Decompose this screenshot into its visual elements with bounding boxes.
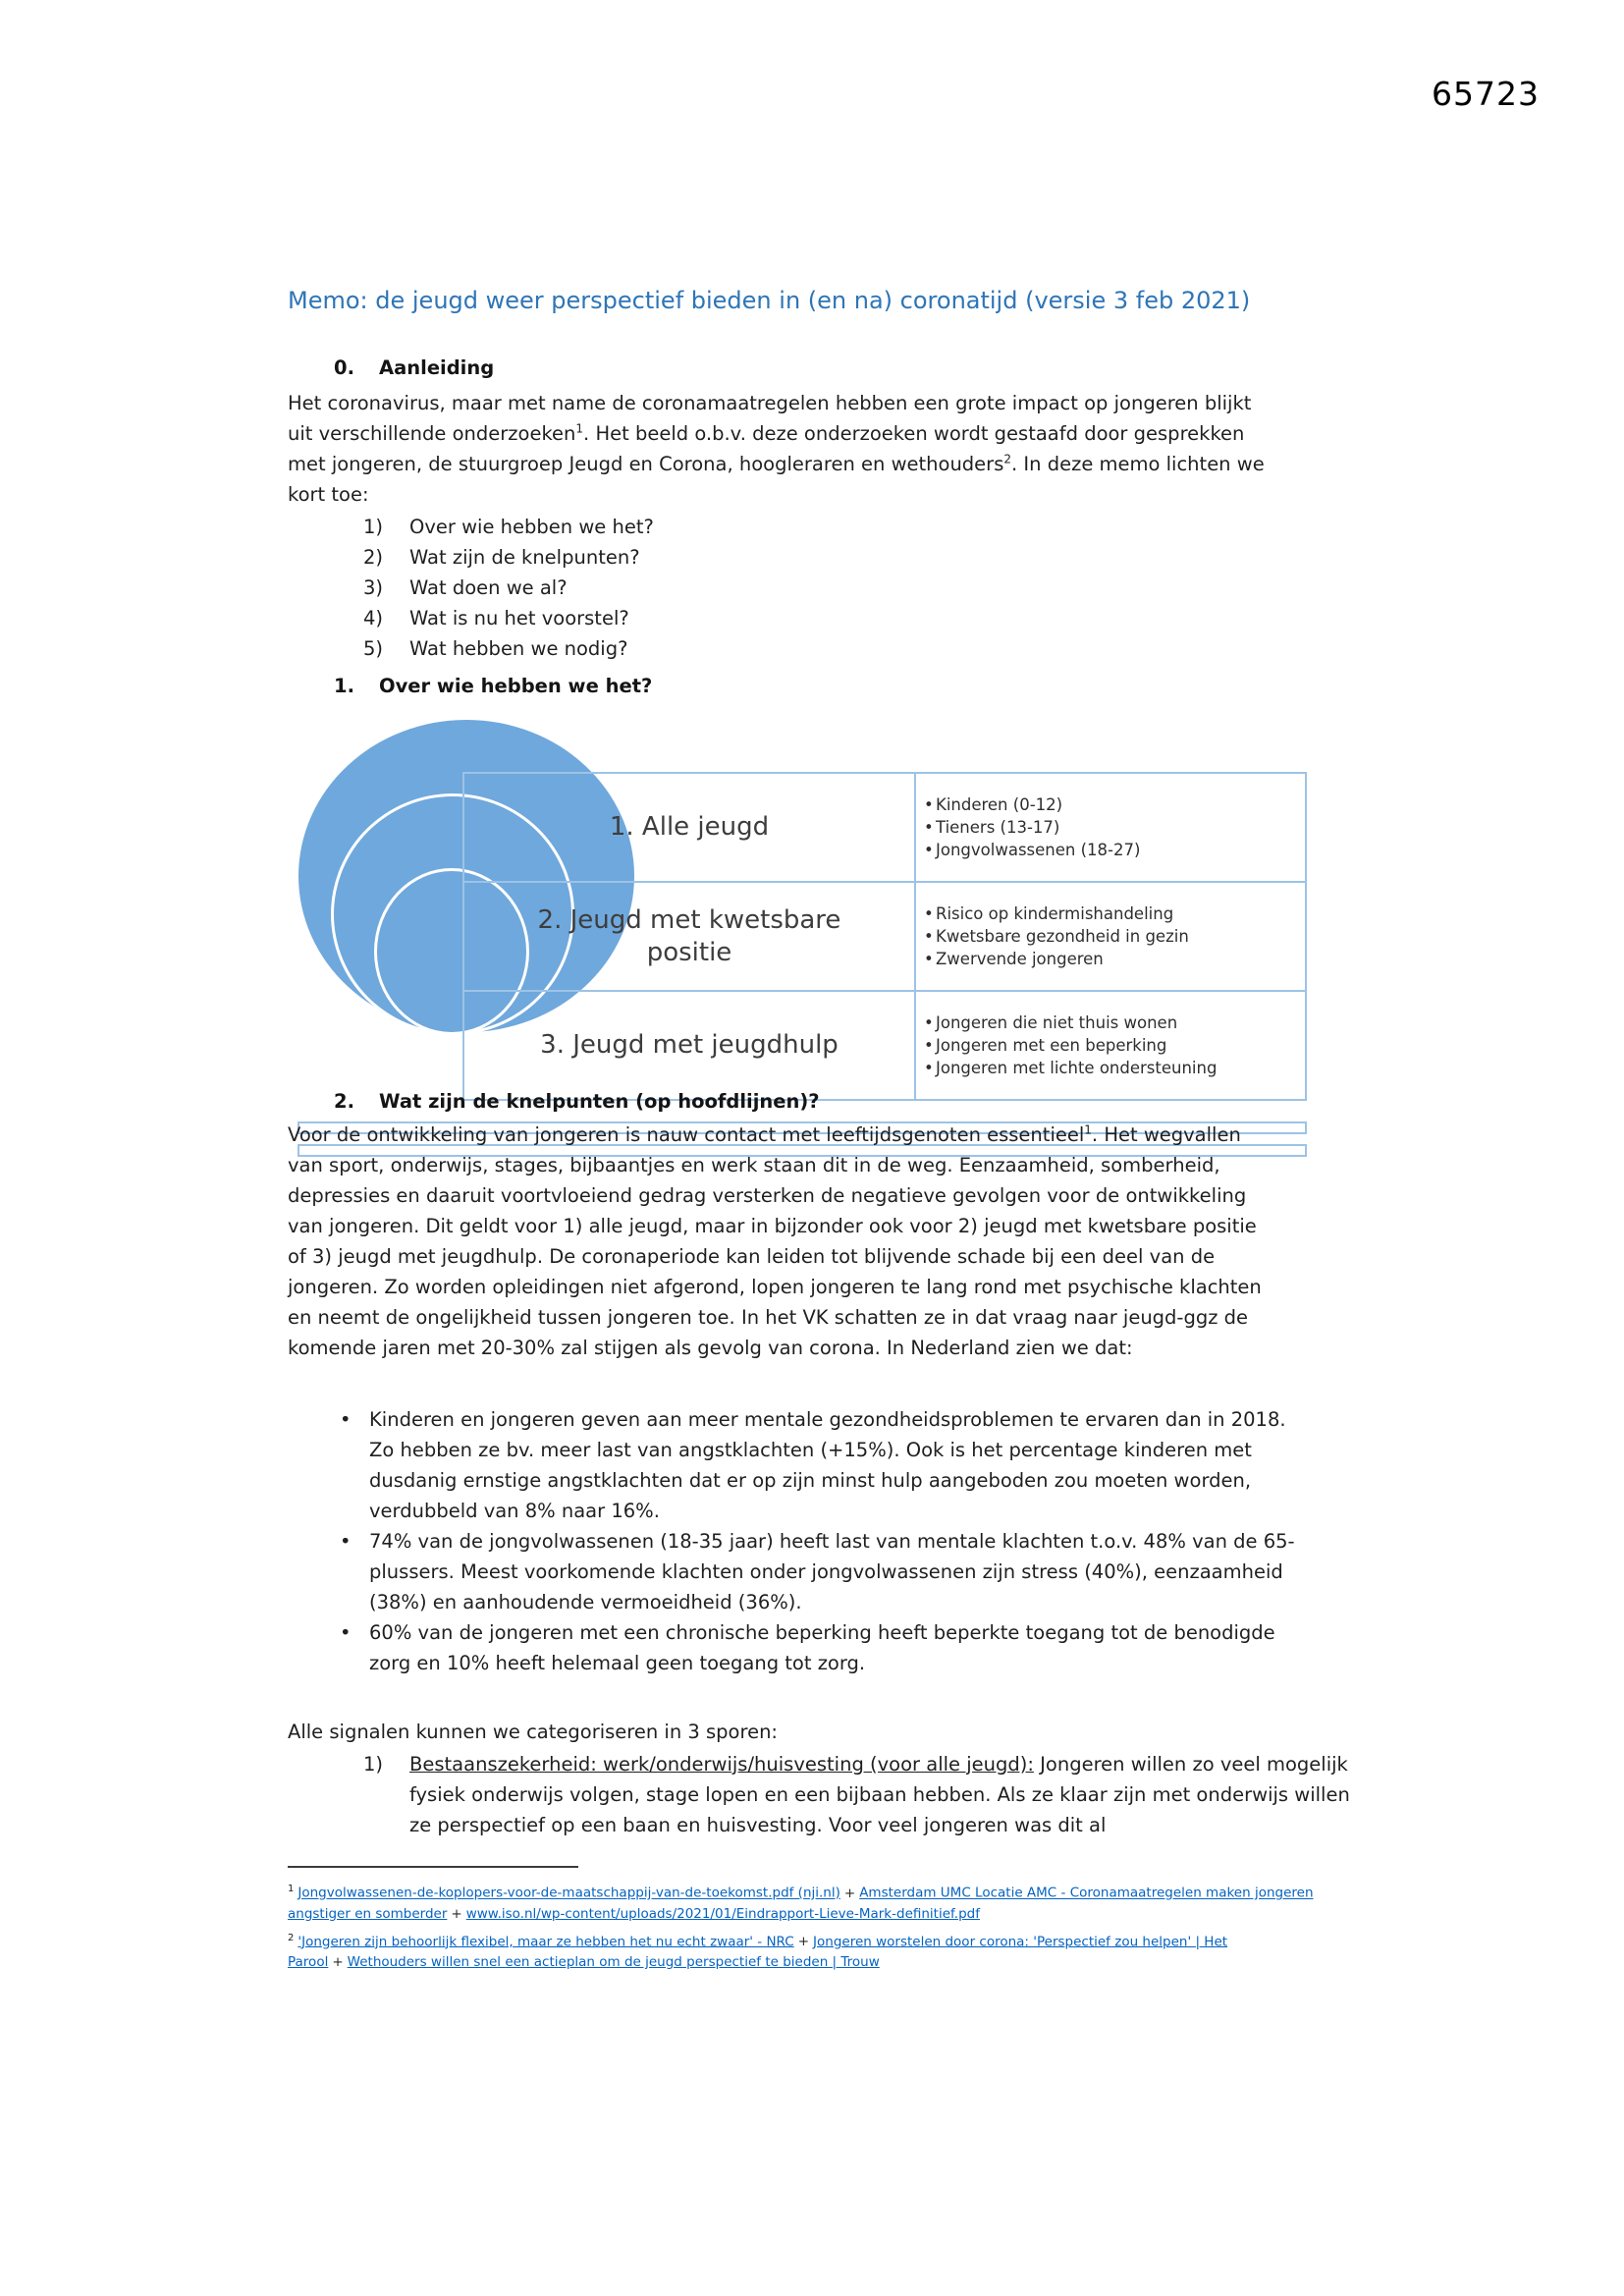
knelpunten-bullet-list <box>335 1404 1317 1678</box>
bullet-item: • 60% van de jongeren met een chronische beperking heeft beperkte toegang tot de benodigde zorg en 10% heeft helemaal geen toegang tot zorg. <box>335 1617 1317 1678</box>
diagram-row-kwetsbare-positie <box>462 881 1307 992</box>
diagram-bullet: • Jongvolwassenen (18-27) <box>924 839 1305 861</box>
heading-text: Wat zijn de knelpunten (op hoofdlijnen)? <box>379 1090 820 1113</box>
bullet-item: • 74% van de jongvolwassenen (18-35 jaar) heeft last van mentale klachten t.o.v. 48% van de 65-plussers. Meest voorkomende klachten onder jongvolwassenen zijn stress (40%), eenzaamheid (38%) en aanhoudende vermoeidheid (36%). <box>335 1526 1317 1617</box>
list-item: 5) Wat hebben we nodig? <box>363 637 628 660</box>
heading-over-wie <box>334 675 652 697</box>
diagram-bullet: • Jongeren die niet thuis wonen <box>924 1011 1305 1034</box>
footnote-link[interactable]: www.iso.nl/wp-content/uploads/2021/01/Eindrapport-Lieve-Mark-definitief.pdf <box>465 1905 980 1922</box>
footnote-ref-1: 1 <box>1084 1122 1092 1137</box>
list-item: 1) Over wie hebben we het? <box>363 516 654 538</box>
footnote-separator-plus: + <box>843 1885 856 1901</box>
footnotes <box>288 1879 1330 1976</box>
spoor-item-bestaanszekerheid: 1) Bestaanszekerheid: werk/onderwijs/huisvesting (voor alle jeugd): Jongeren willen zo veel mogelijk fysiek onderwijs volgen, stage lopen en een bijbaan hebben. Als ze klaar zijn met onderwijs willen ze perspectief op een baan en huisvesting. Voor veel jongeren was dit al <box>363 1753 1350 1836</box>
list-item: 3) Wat doen we al? <box>363 576 568 599</box>
footnote-link[interactable]: Jongvolwassenen-de-koplopers-voor-de-maatschappij-van-de-toekomst.pdf (nji.nl) <box>298 1885 840 1901</box>
heading-number: 0. <box>334 356 354 379</box>
bullet-item: • Kinderen en jongeren geven aan meer mentale gezondheidsproblemen te ervaren dan in 2018. Zo hebben ze bv. meer last van angstklachten (+15%). Ook is het percentage kinderen met dusdanig ernstige angstklachten dat er op zijn minst hulp aangeboden zou moeten worden, verdubbeld van 8% naar 16%. <box>335 1404 1317 1526</box>
diagram-bullet: • Jongeren met lichte ondersteuning <box>924 1057 1305 1079</box>
footnote-separator-plus: + <box>797 1934 810 1949</box>
page-number: 65723 <box>1432 75 1540 113</box>
diagram-row-bullets <box>914 992 1305 1099</box>
footnote-2 <box>288 1928 1330 1974</box>
footnote-link[interactable]: 'Jongeren zijn behoorlijk flexibel, maar ze hebben het nu echt zwaar' - NRC <box>298 1934 794 1949</box>
diagram-row-jeugdhulp <box>462 990 1307 1101</box>
footnote-separator <box>288 1866 578 1868</box>
footnote-separator-plus: + <box>332 1954 344 1970</box>
heading-number: 2. <box>334 1090 354 1113</box>
diagram-bullet: • Jongeren met een beperking <box>924 1034 1305 1057</box>
diagram-row-label: 1. Alle jeugd <box>609 812 770 843</box>
list-item: 2) Wat zijn de knelpunten? <box>363 546 640 569</box>
heading-aanleiding <box>334 356 494 379</box>
question-list <box>363 512 654 664</box>
footnote-1 <box>288 1879 1330 1925</box>
heading-number: 1. <box>334 675 354 697</box>
heading-text: Over wie hebben we het? <box>379 675 653 697</box>
footnote-marker: 2 <box>288 1932 295 1943</box>
memo-title: Memo: de jeugd weer perspectief bieden in (en na) coronatijd (versie 3 feb 2021) <box>288 287 1251 314</box>
list-item: 4) Wat is nu het voorstel? <box>363 607 629 629</box>
diagram-row-alle-jeugd <box>462 772 1307 883</box>
footnote-ref-1: 1 <box>575 421 584 436</box>
spoor-underlined-label: Bestaanszekerheid: werk/onderwijs/huisvesting (voor alle jeugd): <box>409 1753 1034 1776</box>
heading-knelpunten <box>334 1090 820 1113</box>
footnote-link[interactable]: Wethouders willen snel een actieplan om de jeugd perspectief te bieden | Trouw <box>347 1954 880 1970</box>
footnote-marker: 1 <box>288 1884 295 1894</box>
intro-paragraph: Het coronavirus, maar met name de coronamaatregelen hebben een grote impact op jongeren blijkt uit verschillende onderzoeken$^1$. Het beeld o.b.v. deze onderzoeken wordt gestaafd door gesprekken met jongeren, de stuurgroep Jeugd en Corona, hoogleraren en wethouders$^2$. In deze memo lichten we kort toe: <box>288 392 1265 506</box>
sporen-intro: Alle signalen kunnen we categoriseren in 3 sporen: <box>288 1721 778 1743</box>
footnote-link[interactable]: Amsterdam UMC Locatie AMC - Coronamaatregelen maken jongeren angstiger en somberder <box>288 1885 1314 1922</box>
diagram-row-label: 3. Jeugd met jeugdhulp <box>540 1030 839 1061</box>
diagram-rows <box>462 772 1307 1101</box>
knelpunten-paragraph: Voor de ontwikkeling van jongeren is nauw contact met leeftijdsgenoten essentieel$^1$. Het wegvallen van sport, onderwijs, stages, bijbaantjes en werk staan dit in de weg. Eenzaamheid, somberheid, depressies en daaruit voortvloeiend gedrag versterken de negatieve gevolgen voor de ontwikkeling van jongeren. Dit geldt voor 1) alle jeugd, maar in bijzonder ook voor 2) jeugd met kwetsbare positie of 3) jeugd met jeugdhulp. De coronaperiode kan leiden tot blijvende schade bij een deel van de jongeren. Zo worden opleidingen niet afgerond, lopen jongeren te lang rond met psychische klachten en neemt de ongelijkheid tussen jongeren toe. In het VK schatten ze in dat vraag naar jeugd-ggz de komende jaren met 20-30% zal stijgen als gevolg van corona. In Nederland zien we dat: <box>288 1122 1262 1359</box>
diagram-row-bullets <box>914 774 1305 881</box>
diagram-bullet: • Kwetsbare gezondheid in gezin <box>924 925 1305 948</box>
footnote-ref-2: 2 <box>1003 452 1011 466</box>
footnote-separator-plus: + <box>451 1905 462 1922</box>
diagram-bullet: • Kinderen (0-12) <box>924 793 1305 816</box>
diagram-bullet: • Risico op kindermishandeling <box>924 902 1305 925</box>
footnote-link[interactable]: Jongeren worstelen door corona: 'Perspectief zou helpen' | Het Parool <box>288 1934 1228 1970</box>
diagram-row-bullets <box>914 883 1305 990</box>
diagram-bullet: • Tieners (13-17) <box>924 816 1305 839</box>
heading-text: Aanleiding <box>379 356 495 379</box>
diagram-row-label: 2. Jeugd met kwetsbare positie <box>537 905 841 967</box>
diagram-bullet: • Zwervende jongeren <box>924 948 1305 970</box>
